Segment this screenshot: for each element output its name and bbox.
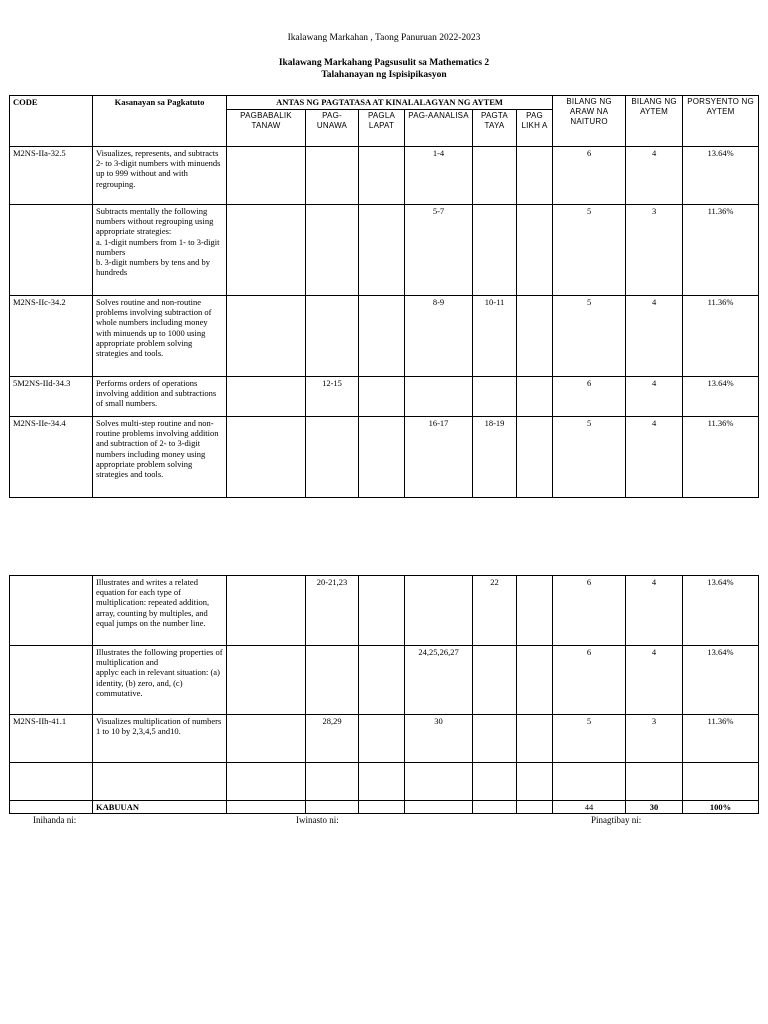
col-kasanayan: Kasanayan sa Pagkatuto <box>93 96 227 147</box>
cell-porsyento: 13.64% <box>683 576 759 646</box>
col-pagaanalisa: PAG-AANALISA <box>405 110 473 147</box>
signature-iwinasto: Iwinasto ni: <box>296 815 339 825</box>
cell-skill: Illustrates and writes a related equation for each type of multiplication: repeated addition, array, counting by multiples, and equal jumps on the number line. <box>93 576 227 646</box>
cell-aytem: 4 <box>626 147 683 205</box>
total-aytem: 30 <box>626 801 683 814</box>
cell-pagtataya <box>473 646 517 715</box>
cell-skill: Solves routine and non-routine problems involving subtraction of whole numbers including money with minuends up to 1000 using appropriate problem solving strategies and tools. <box>93 296 227 377</box>
cell-paglikha <box>517 205 553 296</box>
cell-pagaanalisa: 1-4 <box>405 147 473 205</box>
col-aytem: BILANG NG AYTEM <box>626 96 683 147</box>
cell-code <box>10 646 93 715</box>
document-subtitle: Talahanayan ng Ispisipikasyon <box>321 70 447 80</box>
col-paglalapat: PAGLA LAPAT <box>359 110 405 147</box>
table-row <box>10 377 759 417</box>
total-row <box>10 801 759 814</box>
cell-skill: Illustrates the following properties of multiplication and applyc each in relevant situation: (a) identity, (b) zero, and, (c) commutative. <box>93 646 227 715</box>
cell-pagbabalik <box>227 646 306 715</box>
cell-araw <box>553 763 626 801</box>
cell-paglikha <box>517 296 553 377</box>
table-cell <box>306 801 359 814</box>
total-araw: 44 <box>553 801 626 814</box>
cell-pagbabalik <box>227 147 306 205</box>
cell-araw: 5 <box>553 715 626 763</box>
table-row <box>10 763 759 801</box>
cell-pagtataya: 22 <box>473 576 517 646</box>
cell-code: M2NS-IIh-41.1 <box>10 715 93 763</box>
col-porsyento: PORSYENTO NG AYTEM <box>683 96 759 147</box>
cell-porsyento: 11.36% <box>683 205 759 296</box>
cell-pagtataya <box>473 377 517 417</box>
cell-pagbabalik <box>227 377 306 417</box>
cell-paglikha <box>517 763 553 801</box>
cell-pagaanalisa: 30 <box>405 715 473 763</box>
total-label: KABUUAN <box>93 801 227 814</box>
cell-skill: Solves multi-step routine and non-routine problems involving addition and subtraction of 2- to 3-digit numbers including money using appropriate problem solving strategies and tools. <box>93 417 227 498</box>
table-cell <box>10 801 93 814</box>
col-pagunawa: PAG-UNAWA <box>306 110 359 147</box>
cell-pagunawa <box>306 763 359 801</box>
cell-paglalapat <box>359 377 405 417</box>
cell-pagtataya <box>473 205 517 296</box>
cell-araw: 6 <box>553 147 626 205</box>
col-pagbabalik: PAGBABALIK TANAW <box>227 110 306 147</box>
cell-aytem: 3 <box>626 205 683 296</box>
cell-araw: 6 <box>553 377 626 417</box>
cell-pagbabalik <box>227 417 306 498</box>
table-cell <box>405 801 473 814</box>
cell-pagaanalisa <box>405 377 473 417</box>
cell-code: 5M2NS-IId-34.3 <box>10 377 93 417</box>
cell-pagaanalisa <box>405 763 473 801</box>
cell-pagunawa: 12-15 <box>306 377 359 417</box>
cell-paglikha <box>517 377 553 417</box>
cell-pagtataya <box>473 147 517 205</box>
cell-skill <box>93 763 227 801</box>
cell-paglikha <box>517 715 553 763</box>
cell-skill: Subtracts mentally the following numbers without regrouping using appropriate strategies: a. 1-digit numbers from 1- to 3-digit numbers b. 3-digit numbers by tens and by hundreds <box>93 205 227 296</box>
cell-pagaanalisa: 16-17 <box>405 417 473 498</box>
cell-aytem: 4 <box>626 417 683 498</box>
cell-pagtataya <box>473 763 517 801</box>
table-row <box>10 646 759 715</box>
cell-skill: Performs orders of operations involving addition and subtractions of small numbers. <box>93 377 227 417</box>
table-cell <box>227 801 306 814</box>
cell-paglalapat <box>359 417 405 498</box>
specification-table-part2 <box>9 575 759 814</box>
cell-paglikha <box>517 646 553 715</box>
cell-araw: 5 <box>553 205 626 296</box>
cell-aytem: 3 <box>626 715 683 763</box>
table-row <box>10 296 759 377</box>
cell-aytem: 4 <box>626 576 683 646</box>
cell-pagunawa <box>306 646 359 715</box>
cell-porsyento: 13.64% <box>683 147 759 205</box>
document-title: Ikalawang Markahang Pagsusulit sa Mathematics 2 <box>278 58 490 68</box>
cell-araw: 5 <box>553 296 626 377</box>
cell-paglalapat <box>359 715 405 763</box>
cell-porsyento: 11.36% <box>683 417 759 498</box>
cell-araw: 6 <box>553 646 626 715</box>
table-cell <box>473 801 517 814</box>
cell-pagtataya: 10-11 <box>473 296 517 377</box>
table-row <box>10 205 759 296</box>
cell-araw: 5 <box>553 417 626 498</box>
cell-porsyento: 11.36% <box>683 296 759 377</box>
cell-araw: 6 <box>553 576 626 646</box>
cell-skill: Visualizes multiplication of numbers 1 to 10 by 2,3,4,5 and10. <box>93 715 227 763</box>
cell-code: M2NS-IIe-34.4 <box>10 417 93 498</box>
cell-pagbabalik <box>227 576 306 646</box>
cell-aytem: 4 <box>626 296 683 377</box>
table-row <box>10 147 759 205</box>
cell-paglalapat <box>359 296 405 377</box>
table-row <box>10 417 759 498</box>
col-araw: BILANG NG ARAW NA NAITURO <box>553 96 626 147</box>
cell-aytem: 4 <box>626 646 683 715</box>
cell-pagaanalisa <box>405 576 473 646</box>
signature-inihanda: Inihanda ni: <box>33 815 77 825</box>
cell-pagbabalik <box>227 296 306 377</box>
signature-pinagtibay: Pinagtibay ni: <box>591 815 642 825</box>
table-cell <box>517 801 553 814</box>
total-porsyento: 100% <box>683 801 759 814</box>
cell-paglalapat <box>359 763 405 801</box>
cell-code <box>10 763 93 801</box>
cell-pagtataya: 18-19 <box>473 417 517 498</box>
cell-pagunawa: 20-21,23 <box>306 576 359 646</box>
cell-paglalapat <box>359 205 405 296</box>
cell-code <box>10 576 93 646</box>
cell-pagunawa <box>306 205 359 296</box>
cell-pagunawa <box>306 417 359 498</box>
cell-pagbabalik <box>227 715 306 763</box>
col-code: CODE <box>10 96 93 147</box>
col-pagtataya: PAGTA TAYA <box>473 110 517 147</box>
header-line-1: Ikalawang Markahan , Taong Panuruan 2022-2023 <box>287 33 481 43</box>
col-antas: ANTAS NG PAGTATASA AT KINALALAGYAN NG AYTEM <box>227 96 553 110</box>
col-paglikha: PAG LIKH A <box>517 110 553 147</box>
cell-paglalapat <box>359 576 405 646</box>
specification-table-part1 <box>9 95 759 498</box>
cell-pagunawa <box>306 296 359 377</box>
table-row <box>10 576 759 646</box>
cell-pagaanalisa: 5-7 <box>405 205 473 296</box>
cell-code: M2NS-IIc-34.2 <box>10 296 93 377</box>
cell-pagtataya <box>473 715 517 763</box>
cell-pagbabalik <box>227 205 306 296</box>
cell-pagaanalisa: 8-9 <box>405 296 473 377</box>
table-cell <box>359 801 405 814</box>
cell-porsyento: 11.36% <box>683 715 759 763</box>
cell-pagunawa: 28,29 <box>306 715 359 763</box>
cell-porsyento <box>683 763 759 801</box>
cell-pagaanalisa: 24,25,26,27 <box>405 646 473 715</box>
cell-porsyento: 13.64% <box>683 377 759 417</box>
cell-paglikha <box>517 417 553 498</box>
table-row <box>10 715 759 763</box>
cell-pagbabalik <box>227 763 306 801</box>
cell-skill: Visualizes, represents, and subtracts 2- to 3-digit numbers with minuends up to 999 without and with regrouping. <box>93 147 227 205</box>
cell-paglalapat <box>359 147 405 205</box>
cell-paglikha <box>517 576 553 646</box>
cell-aytem <box>626 763 683 801</box>
cell-paglikha <box>517 147 553 205</box>
cell-aytem: 4 <box>626 377 683 417</box>
cell-code: M2NS-IIa-32.5 <box>10 147 93 205</box>
cell-paglalapat <box>359 646 405 715</box>
cell-code <box>10 205 93 296</box>
cell-porsyento: 13.64% <box>683 646 759 715</box>
cell-pagunawa <box>306 147 359 205</box>
